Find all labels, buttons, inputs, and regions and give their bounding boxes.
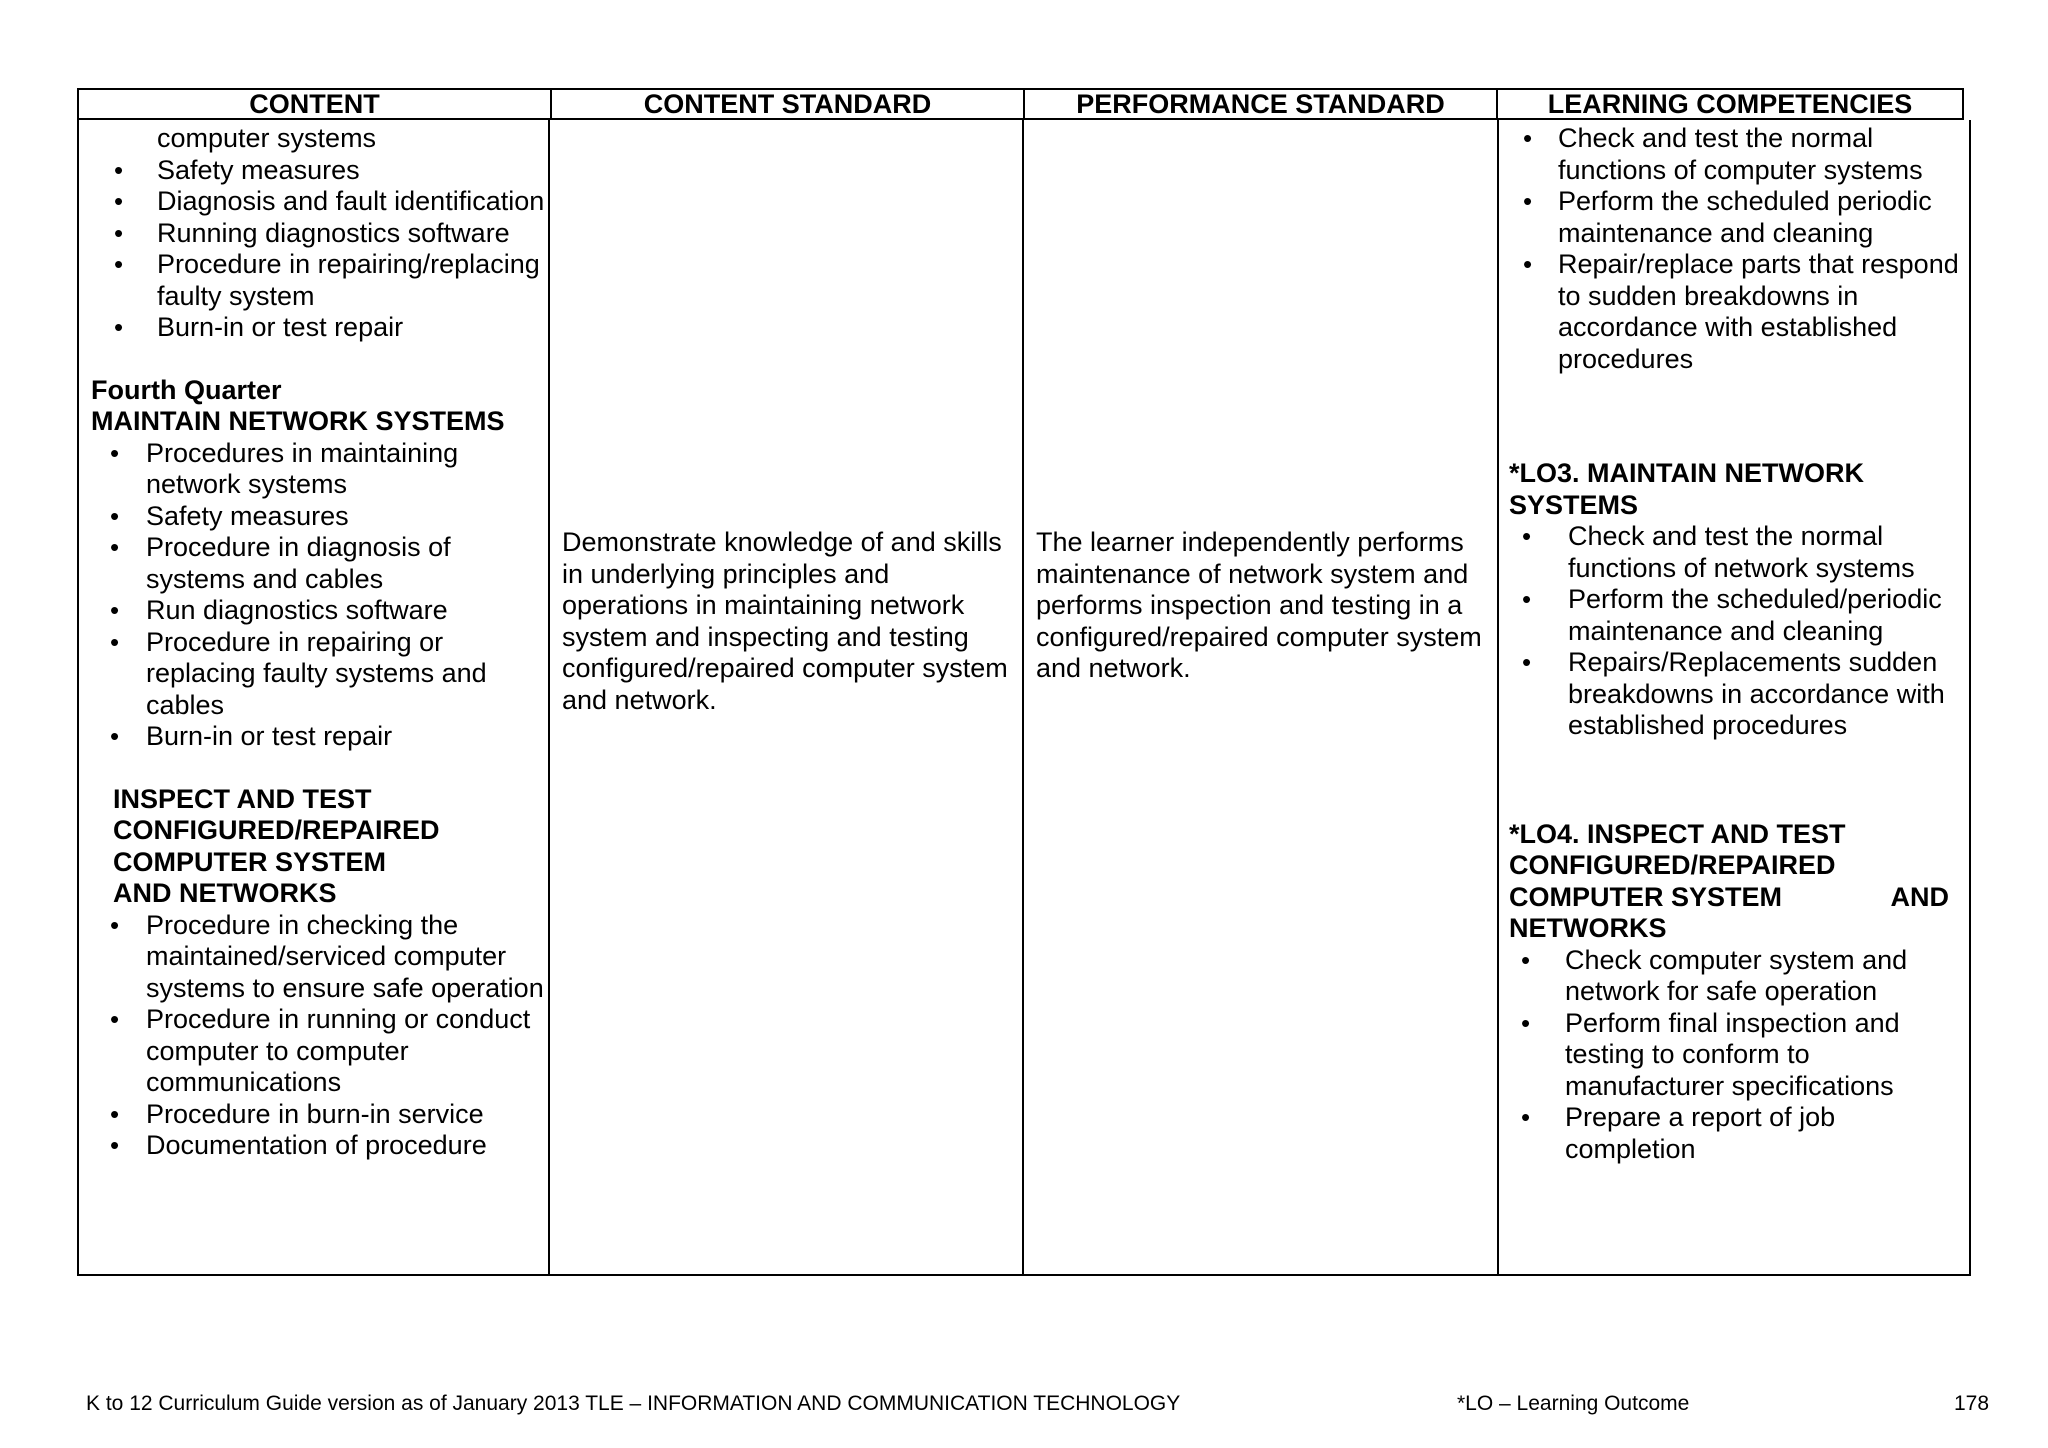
- lo4-heading-text: AND: [1890, 881, 1949, 912]
- list-item: • Check computer system and network for safe operation: [1499, 945, 1967, 1008]
- section-heading-line: AND NETWORKS: [113, 878, 337, 908]
- content-list-a: [78, 155, 546, 344]
- header-learning-competencies: LEARNING COMPETENCIES: [1496, 90, 1962, 118]
- competencies-list-a: [1499, 123, 1967, 375]
- performance-standard-text: The learner independently performs maintenance of network system and performs inspection and testing in a configured/repaired computer system and network.: [1036, 527, 1482, 683]
- learning-competencies-column: [1499, 123, 1967, 1165]
- content-column: [78, 123, 546, 1162]
- content-continued-line: computer systems: [157, 123, 377, 153]
- lo4-heading-line: NETWORKS: [1509, 913, 1667, 943]
- section-heading-line: INSPECT AND TEST: [113, 783, 372, 814]
- list-item: • Procedure in repairing/replacing faulty system: [78, 249, 546, 312]
- list-item: • Procedure in running or conduct computer to computer communications: [78, 1004, 546, 1099]
- section-heading-network: MAINTAIN NETWORK SYSTEMS: [91, 406, 505, 436]
- section-heading-inspect: [78, 784, 546, 910]
- list-item: • Procedures in maintaining network systems: [78, 438, 546, 501]
- header-content-standard: CONTENT STANDARD: [550, 90, 1023, 118]
- list-item: • Procedure in checking the maintained/serviced computer systems to ensure safe operation: [78, 910, 546, 1005]
- list-item: • Perform final inspection and testing to conform to manufacturer specifications: [1499, 1008, 1967, 1103]
- lo4-heading-line: *LO4. INSPECT AND TEST: [1509, 818, 1846, 849]
- list-item: • Run diagnostics software: [78, 595, 546, 627]
- list-item: • Running diagnostics software: [78, 218, 546, 250]
- quarter-heading: Fourth Quarter: [91, 374, 282, 405]
- list-item: • Procedure in burn-in service: [78, 1099, 546, 1131]
- content-list-c: [78, 910, 546, 1162]
- footer-lo-note: *LO – Learning Outcome: [1457, 1392, 1690, 1415]
- list-item: • Repairs/Replacements sudden breakdowns in accordance with established procedures: [1499, 647, 1967, 742]
- table-border-right: [1969, 120, 1971, 1276]
- list-item: • Documentation of procedure: [78, 1130, 546, 1162]
- footer-page-number: 178: [1954, 1392, 1990, 1415]
- list-item: • Procedure in repairing or replacing faulty systems and cables: [78, 627, 546, 722]
- content-list-b: [78, 438, 546, 753]
- list-item: • Safety measures: [78, 501, 546, 533]
- content-standard-text: Demonstrate knowledge of and skills in underlying principles and operations in maintaining network system and inspecting and testing configured/repaired computer system and network.: [562, 527, 1008, 715]
- list-item: • Repair/replace parts that respond to sudden breakdowns in accordance with established procedures: [1499, 249, 1967, 375]
- list-item: • Burn-in or test repair: [78, 721, 546, 753]
- lo4-heading-text: COMPUTER SYSTEM: [1509, 881, 1783, 912]
- list-item: • Check and test the normal functions of computer systems: [1499, 123, 1967, 186]
- header-performance-standard: PERFORMANCE STANDARD: [1023, 90, 1496, 118]
- list-item: • Check and test the normal functions of network systems: [1499, 521, 1967, 584]
- lo4-heading-line: CONFIGURED/REPAIRED: [1509, 850, 1836, 880]
- list-item: • Perform the scheduled periodic maintenance and cleaning: [1499, 186, 1967, 249]
- section-heading-line: COMPUTER SYSTEM: [113, 846, 387, 877]
- table-divider-1: [548, 120, 550, 1276]
- table-divider-2: [1022, 120, 1024, 1276]
- competencies-list-c: [1499, 945, 1967, 1166]
- list-item: • Perform the scheduled/periodic maintenance and cleaning: [1499, 584, 1967, 647]
- list-item: • Burn-in or test repair: [78, 312, 546, 344]
- lo3-heading-line: SYSTEMS: [1509, 489, 1639, 520]
- list-item: • Prepare a report of job completion: [1499, 1102, 1967, 1165]
- list-item: • Procedure in diagnosis of systems and cables: [78, 532, 546, 595]
- table-header-row: [77, 88, 1964, 120]
- footer-guide-title: K to 12 Curriculum Guide version as of January 2013 TLE – INFORMATION AND COMMUNICATION TECHNOLOGY: [86, 1392, 1181, 1415]
- lo3-heading: [1499, 458, 1967, 521]
- list-item: • Safety measures: [78, 155, 546, 187]
- lo4-heading-line: [1509, 882, 1949, 914]
- table-border-bottom: [77, 1274, 1971, 1276]
- lo4-heading: [1499, 819, 1949, 945]
- section-heading-line: CONFIGURED/REPAIRED: [113, 815, 440, 845]
- header-content: CONTENT: [249, 89, 380, 119]
- list-item: • Diagnosis and fault identification: [78, 186, 546, 218]
- competencies-list-b: [1499, 521, 1967, 742]
- lo3-heading-line: *LO3. MAINTAIN NETWORK: [1509, 458, 1864, 488]
